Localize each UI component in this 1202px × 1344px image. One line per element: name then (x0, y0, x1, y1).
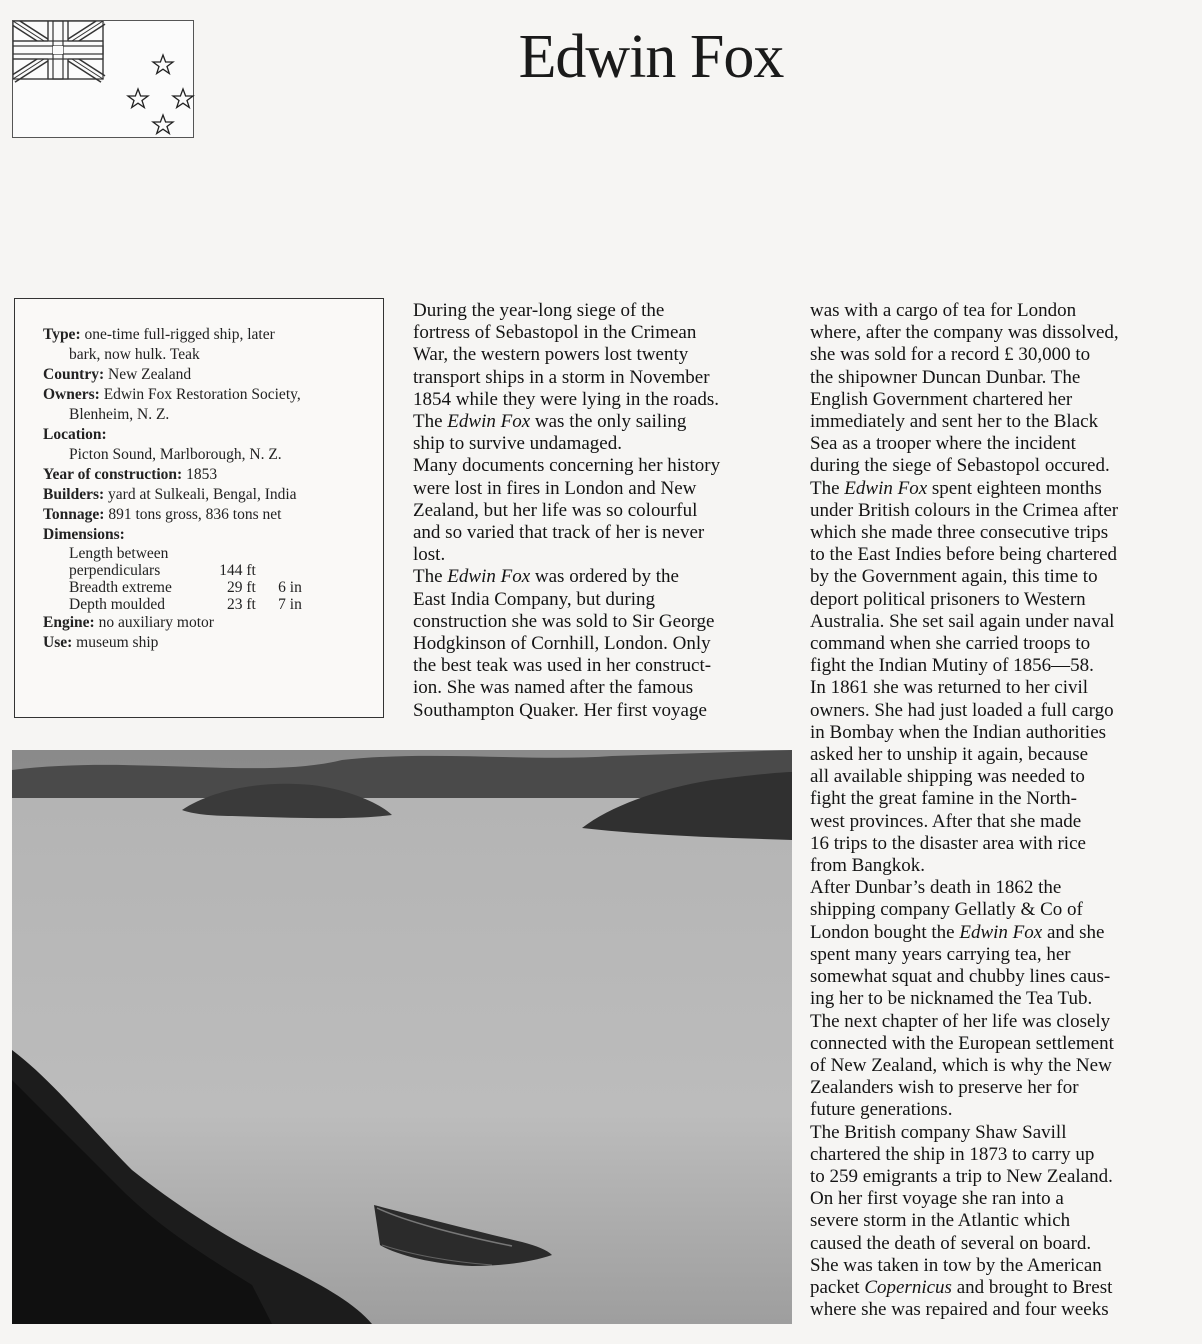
spec-dimensions-label: Dimensions: (43, 526, 125, 543)
spec-tonnage: Tonnage: 891 tons gross, 836 tons net (43, 506, 282, 523)
page-title: Edwin Fox (518, 23, 784, 91)
article-column-1: During the year-long siege of the fortress of Sebastopol in the Crimean War, the western powers lost twenty transport ships in a storm in November 1854 while they were lying in the roads. The Edwin Fox was the only sailing ship to survive undamaged. Many documents concerning her history were lost in fires in London and New Zealand, but her life was so colourful and so varied that track of her is never lost. The Edwin Fox was ordered by the East India Company, but during construction she was sold to Sir George Hodgkinson of Cornhill, London. Only the best teak was used in her construct- ion. She was named after the famous Southampton Quaker. Her first voyage (413, 300, 721, 721)
spec-builders: Builders: yard at Sulkeali, Bengal, India (43, 486, 297, 503)
dim-row: perpendiculars 144 ft (69, 562, 256, 579)
ship-specs-box: Type: one-time full-rigged ship, later bark, now hulk. Teak Country: New Zealand Owners: Edwin Fox Restoration Society, Blenheim, N. Z. Location: Picton Sound, Marlborough, N. Z. Year of construction: 1853 Builders: yard at Sulkeali, Bengal, India Tonnage: 891 tons gross, 836 tons net Dimensions: Length between perpendiculars 144 ft Breadth extreme 29 ft 6 in Depth moulded 23 ft 7 in Engine: no auxiliary motor Use: museum ship (14, 298, 384, 718)
spec-type: Type: one-time full-rigged ship, later (43, 326, 275, 343)
dimensions-table (69, 545, 302, 613)
article-column-2: was with a cargo of tea for London where, after the company was dissolved, she was sold for a record £ 30,000 to the shipowner Duncan Dunbar. The English Government chartered her immediately and sent her to the Black Sea as a trooper where the incident during the siege of Sebastopol occured. The Edwin Fox spent eighteen months under British colours in the Crimea after which she made three consecutive trips to the East Indies before being chartered by the Government again, this time to deport political prisoners to Western Australia. She set sail again under naval command when she carried troops to fight the Indian Mutiny of 1856—58. In 1861 she was returned to her civil owners. She had just loaded a full cargo in Bombay when the Indian authorities asked her to unship it again, because all available shipping was needed to fight the great famine in the North- west provinces. After that she made 16 trips to the disaster area with rice from Bangkok. After Dunbar’s death in 1862 the shipping company Gellatly & Co of London bought the Edwin Fox and she spent many years carrying tea, her somewhat squat and chubby lines caus- ing her to be nicknamed the Tea Tub. The next chapter of her life was closely connected with the European settlement of New Zealand, which is why the New Zealanders wish to preserve her for future generations. The British company Shaw Savill chartered the ship in 1873 to carry up to 259 emigrants a trip to New Zealand. On her first voyage she ran into a severe storm in the Atlantic which caused the death of several on board. She was taken in tow by the American packet Copernicus and brought to Brest where she was repaired and four weeks (810, 300, 1119, 1321)
dim-row: Breadth extreme 29 ft 6 in (69, 579, 302, 596)
spec-use: Use: museum ship (43, 634, 159, 651)
spec-engine: Engine: no auxiliary motor (43, 614, 214, 631)
spec-country: Country: New Zealand (43, 366, 192, 383)
spec-location-label: Location: (43, 426, 107, 443)
dim-row: Depth moulded 23 ft 7 in (69, 596, 302, 613)
spec-year: Year of construction: 1853 (43, 466, 218, 483)
ship-hulk-photo (12, 750, 792, 1324)
dim-row: Length between (69, 545, 169, 562)
spec-location: Picton Sound, Marlborough, N. Z. (69, 446, 282, 463)
spec-owners: Owners: Edwin Fox Restoration Society, (43, 386, 301, 403)
